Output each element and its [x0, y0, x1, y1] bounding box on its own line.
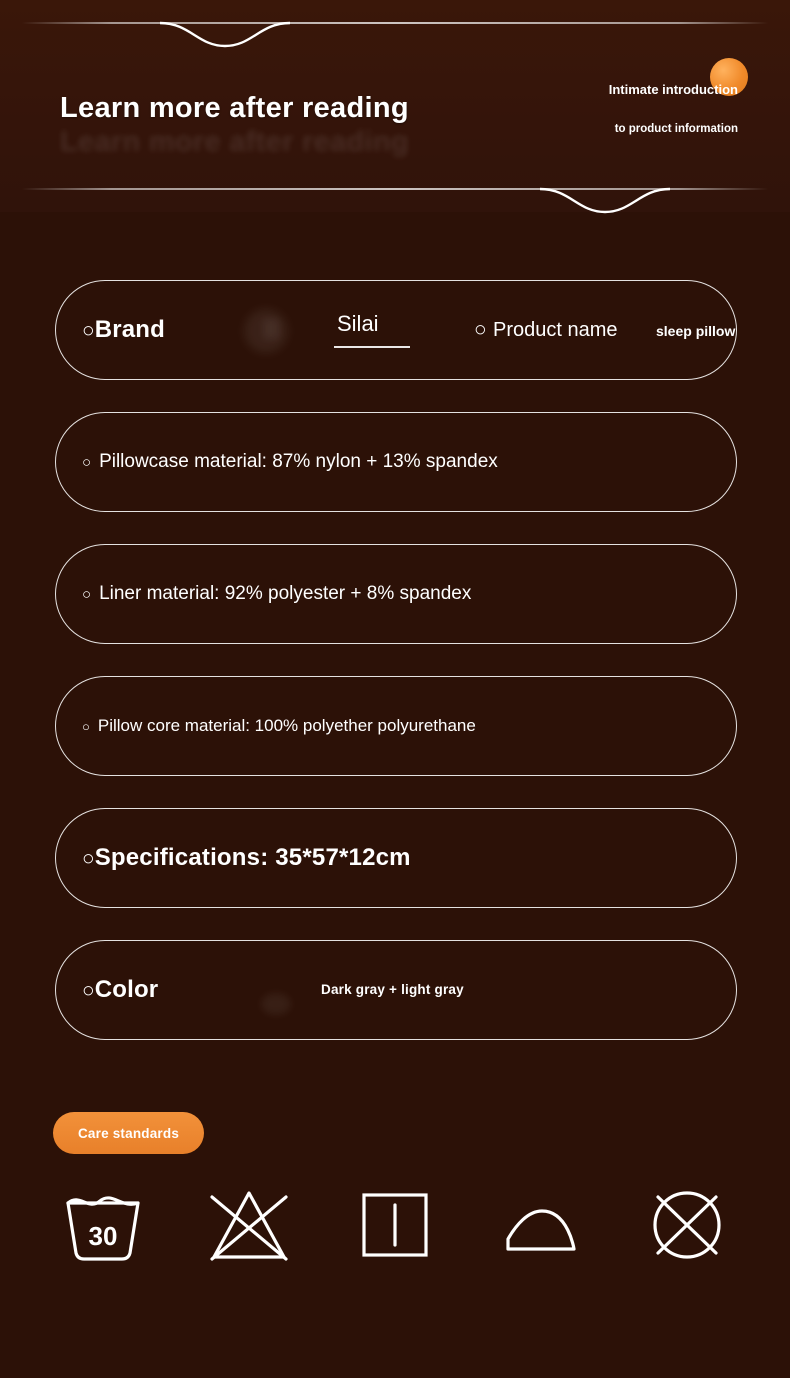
header-bottom-notch — [540, 180, 670, 222]
care-standards-label: Care standards — [77, 1125, 180, 1141]
spec-label-color: Color — [94, 976, 159, 1003]
spec-label-pillowcase-material: Pillowcase material: 87% nylon + 13% spandex — [99, 451, 498, 472]
brand-underline — [334, 346, 410, 348]
spec-card-liner-material — [55, 544, 737, 644]
wash-30-icon — [60, 1187, 146, 1263]
header-subtitle-line1: Intimate introduction — [608, 82, 738, 97]
page-title-shadow: Learn more after reading — [60, 126, 409, 158]
spec-label-brand: Brand — [94, 316, 166, 343]
spec-card-pillowcase-material — [55, 412, 737, 512]
decorative-blur-blob — [261, 993, 291, 1015]
wash-temperature-value: 30 — [88, 1221, 118, 1251]
header-subtitle-line2: to product information — [614, 123, 738, 135]
page-header — [0, 0, 790, 212]
spec-card-pillow-core-material — [55, 676, 737, 776]
bullet-ring-icon: ○ — [82, 978, 95, 1002]
spec-value-product-name: sleep pillow — [656, 323, 736, 339]
spec-card-specifications — [55, 808, 737, 908]
spec-card-list — [55, 280, 737, 1072]
iron-icon — [498, 1187, 584, 1263]
spec-label-liner-material: Liner material: 92% polyester + 8% spandex — [99, 583, 472, 604]
bullet-ring-icon: ○ — [82, 585, 92, 603]
spec-value-color: Dark gray + light gray — [321, 982, 464, 997]
bullet-ring-icon: ○ — [82, 846, 95, 870]
care-icon-row — [60, 1185, 730, 1265]
do-not-bleach-icon — [206, 1187, 292, 1263]
spec-value-brand: Silai — [337, 311, 379, 336]
header-top-notch — [160, 10, 290, 52]
bullet-ring-icon: ○ — [82, 718, 90, 734]
spec-card-brand — [55, 280, 737, 380]
page-title: Learn more after reading — [60, 92, 409, 124]
line-dry-icon — [352, 1187, 438, 1263]
spec-label-pillow-core-material: Pillow core material: 100% polyether polyurethane — [97, 716, 476, 735]
header-top-divider — [22, 22, 768, 24]
bullet-ring-icon-secondary: ○ — [474, 318, 487, 341]
bullet-ring-icon: ○ — [82, 318, 95, 342]
page-footer — [0, 1352, 790, 1378]
decorative-blur-bar — [263, 319, 279, 339]
care-standards-badge — [53, 1112, 204, 1154]
spec-card-color — [55, 940, 737, 1040]
bullet-ring-icon: ○ — [82, 453, 92, 471]
do-not-dry-clean-icon — [644, 1187, 730, 1263]
spec-label-specifications: Specifications: 35*57*12cm — [94, 844, 411, 871]
spec-label-product-name: Product name — [493, 319, 618, 341]
